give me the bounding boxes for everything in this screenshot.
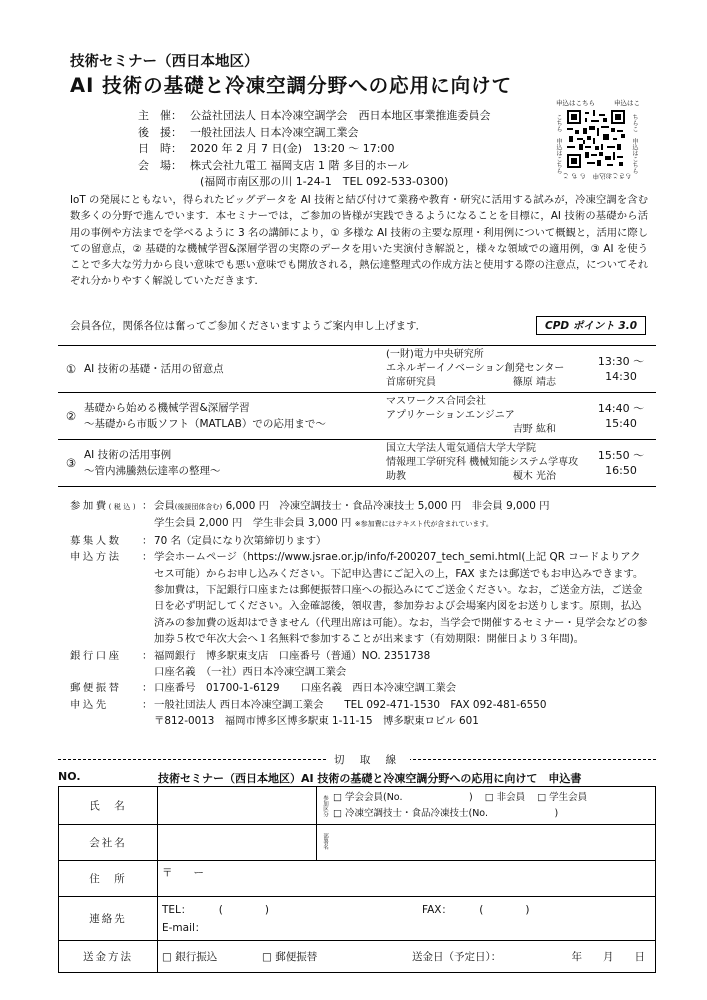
send-date-field[interactable]: 年 月 日	[571, 951, 645, 963]
pay-bank-option[interactable]: □ 銀行振込	[162, 951, 218, 963]
qr-caption-left: こちら 申込はこちら	[555, 114, 562, 174]
option-non-member[interactable]: □ 非会員	[484, 791, 526, 803]
contact-label: 申込先	[70, 698, 109, 711]
seminar-subtitle: 技術セミナー（西日本地区）	[70, 54, 259, 70]
fee-tax-note: (税込)	[108, 503, 139, 511]
lecturer-name: 吉野 紘和	[512, 424, 556, 435]
lecturer-org: マスワークス合同会社	[386, 396, 486, 407]
qr-caption-top-left: 申込はこちら	[556, 99, 595, 107]
contact-org: 一般社団法人 西日本冷凍空調工業会 TEL 092-471-1530 FAX 092-481-6550	[154, 698, 547, 711]
date-label: 日 時：	[138, 142, 182, 155]
form-number-label: NO.	[58, 770, 81, 783]
lecture-end-time: 15:40	[605, 417, 637, 430]
contact-info-label: 連絡先	[59, 897, 158, 941]
application-form	[58, 786, 656, 973]
lecture-end-time: 14:30	[605, 370, 637, 383]
send-date-label: 送金日（予定日）：	[412, 951, 502, 963]
cut-line	[58, 752, 656, 766]
qr-caption-top-right: 申込はこ	[614, 99, 640, 107]
lecturer-dept: エネルギーイノベーション創発センター	[386, 363, 565, 374]
postal-code-mark: 〒 ー	[162, 867, 204, 879]
contact-address: 〒812-0013 福岡市博多区博多駅東 1-11-15 博多駅東ロビル 601	[154, 715, 479, 728]
venue: 株式会社九電工 福岡支店 1 階 多目的ホール	[190, 158, 409, 172]
option-member[interactable]: □ 学会会員(No. )	[333, 791, 473, 803]
email-field[interactable]	[162, 919, 651, 937]
tel-area-code[interactable]: ( )	[218, 903, 269, 916]
payment-method-label: 送金方法	[59, 941, 158, 973]
fee-member-note: (後援団体含む)	[174, 503, 223, 511]
lecture-number: ②	[58, 393, 84, 440]
venue-label: 会 場：	[138, 158, 182, 172]
lecture-number: ①	[58, 346, 84, 393]
qr-code-area[interactable]	[548, 98, 644, 190]
apply-method: 学会ホームページ（https://www.jsrae.or.jp/info/f-200207_tech_semi.html(上記 QR コードよりアクセス可能）からお申し込みください。下記申込書にご記入の上，FAX または郵送でもお申込みできます。参加費は，下記銀行口座または郵便振替口座への振込みにてご送金ください。なお，ご送金方法，ご送金日を必ず明記してください。入金確認後，領収書，参加券および会場案内図をお送りします。原則，払込済みの参加費の返却はできません（代理出席は可能）。なお，当学会で開催するセミナー・見学会などの参加券５枚で年次大会へ１名無料で参加することが出来ます（有効期限：開催日より３年間)。	[154, 551, 648, 646]
postal-transfer: 口座番号 01700-1-6129 口座名義 西日本冷凍空調工業会	[154, 682, 457, 695]
name-label: 氏 名	[59, 787, 158, 825]
seminar-details: 参加費(税込) ： 会員(後援団体含む) 6,000 円 冷凍空調技士・食品冷凍技士 5,000 円 非会員 9,000 円 学生会員 2,000 円 学生非会員 3,000 円 ※参加費にはテキスト代が含まれています。 募集人数 ： 70 名（定員になり次第締切ります） 申込方法 ： 学会ホームページ（https://www.jsrae.or.jp/info/f-200207_tech_semi.html(上記 QR コードよりアクセス可能）からお申し込みください。下記申込書にご記入の上，FAX または郵送でもお申込みできます。参加費は，下記銀行口座または郵便振替口座への振込みにてご送金ください。なお，ご送金方法，ご送金日を必ず明記してください。入金確認後，領収書，参加券および会場案内図をお送りします。原則，払込済みの参加費の返却はできません（代理出席は可能）。なお，当学会で開催するセミナー・見学会などの参加券５枚で年次大会へ１名無料で参加することが出来ます（有効期限：開催日より３年間)。 銀行口座 ： 福岡銀行 博多駅東支店 口座番号（普通）NO. 2351738 口座名義 （一社）西日本冷凍空調工業会 郵便振替 ： 口座番号 01700-1-6129 口座名義 西日本冷凍空調工業会 申込先 ： 一般社団法人 西日本冷凍空調工業会 TEL 092-471-1530 FAX 092-481-6550 〒812-0013 福岡市博多区博多駅東 1-11-15 博多駅東ロビル 601	[70, 498, 650, 730]
name-field[interactable]	[158, 787, 317, 825]
application-form-header	[58, 770, 656, 786]
fee-text-note: ※参加費にはテキスト代が含まれています。	[354, 520, 493, 529]
fee-line1: 6,000 円 冷凍空調技士・食品冷凍技士 5,000 円 非会員 9,000 円	[225, 500, 550, 512]
lecture-row	[58, 440, 656, 487]
fax-area-code[interactable]: ( )	[479, 903, 530, 916]
lecture-start-time: 14:40 ～	[597, 402, 645, 415]
lecture-number: ③	[58, 440, 84, 487]
bank-label: 銀行口座	[70, 649, 122, 662]
bank-account-holder: 口座名義 （一社）西日本冷凍空調工業会	[154, 666, 347, 679]
lecturer-org: 国立大学法人電気通信大学大学院	[386, 443, 536, 454]
lecture-subtopic: ～管内沸騰熱伝達率の整理～	[84, 465, 221, 477]
event-info	[138, 108, 491, 191]
support: 一般社団法人 日本冷凍空調工業会	[190, 125, 359, 139]
qr-caption-right: ちらこ 申込はこちら	[631, 114, 638, 174]
cut-line-label: 切 取 線	[326, 752, 410, 767]
postal-transfer-label: 郵便振替	[70, 682, 122, 695]
apply-method-label: 申込方法	[70, 551, 122, 564]
support-label: 後 援：	[138, 125, 182, 139]
fee-member: 会員	[154, 500, 175, 512]
organizer-label: 主 催：	[138, 109, 182, 122]
lecturer-name: 篠原 靖志	[512, 377, 556, 388]
lecture-topic: 基礎から始める機械学習&深層学習	[84, 402, 250, 414]
fee-label: 参加費	[70, 500, 109, 512]
address-label: 住 所	[59, 861, 158, 897]
address-field[interactable]	[158, 861, 656, 897]
lecture-topic: AI 技術の活用事例	[84, 449, 172, 461]
department-label: 部署名	[322, 832, 328, 850]
qr-code-icon[interactable]	[567, 110, 625, 168]
capacity: 70 名（定員になり次第締切ります）	[154, 534, 327, 547]
fax-label: FAX：	[422, 903, 452, 916]
event-date: 2020 年 2 月 7 日(金) 13:20 ～ 17:00	[190, 142, 395, 155]
capacity-label: 募集人数	[70, 534, 122, 547]
pay-postal-option[interactable]: □ 郵便振替	[262, 951, 318, 963]
company-label: 会社名	[59, 825, 158, 861]
lecturer-dept: アプリケーションエンジニア	[386, 410, 515, 421]
option-student-member[interactable]: □ 学生会員	[537, 791, 588, 803]
form-title: 技術セミナー（西日本地区）AI 技術の基礎と冷凍空調分野への応用に向けて 申込書	[158, 772, 582, 785]
lecturer-org: (一財)電力中央研究所	[386, 349, 484, 360]
bank-account: 福岡銀行 博多駅東支店 口座番号（普通）NO. 2351738	[154, 649, 431, 662]
venue-address: (福岡市南区那の川 1-24-1 TEL 092-533-0300)	[200, 175, 449, 188]
lecture-program-table	[58, 345, 656, 487]
lecture-topic: AI 技術の基礎・活用の留意点	[84, 363, 224, 375]
lecture-row	[58, 346, 656, 393]
lecturer-role: 助教	[386, 471, 406, 482]
option-engineer[interactable]: □ 冷凍空調技士・食品冷凍技士(No. )	[333, 807, 559, 819]
lecturer-name: 榎木 光治	[512, 471, 556, 482]
lecturer-dept: 情報理工学研究科 機械知能システム学専攻	[386, 457, 579, 468]
cpd-points-badge: CPD ポイント 3.0	[536, 316, 646, 335]
lecturer-role: 首席研究員	[386, 377, 436, 388]
greeting-text: 会員各位，関係各位は奮ってご参加くださいますようご案内申し上げます．	[70, 320, 427, 332]
email-label: E-mail：	[162, 921, 206, 934]
lecture-end-time: 16:50	[605, 464, 637, 477]
category-label: 参加区分	[322, 794, 328, 817]
lecture-subtopic: ～基礎から市販ソフト（MATLAB）での応用まで～	[84, 418, 326, 430]
seminar-title: AI 技術の基礎と冷凍空調分野への応用に向けて	[70, 74, 513, 97]
company-field[interactable]	[158, 825, 317, 861]
fee-line2: 学生会員 2,000 円 学生非会員 3,000 円	[154, 517, 352, 530]
lecture-start-time: 15:50 ～	[597, 449, 645, 462]
lecture-row	[58, 393, 656, 440]
tel-label: TEL：	[162, 903, 192, 916]
qr-caption-bottom: らさこお込申 ら ち こ	[562, 172, 632, 180]
lecture-start-time: 13:30 ～	[597, 355, 645, 368]
organizer: 公益社団法人 日本冷凍空調学会 西日本地区事業推進委員会	[190, 109, 491, 122]
intro-paragraph: IoT の発展にともない，得られたビッグデータを AI 技術と結び付けて業務や教育・研究に活用する試みが，冷凍空調を含む数多くの分野で進んでいます．本セミナーでは，ご参加の皆様が実践できるようになることを目標に，AI 技術の基礎から活用の事例や方法までを学べるように 3 名の講師により，① 多様な AI 技術の主要な原理・利用例について概観と，活用に際しての留意点，② 基礎的な機械学習&深層学習の実際のデータを用いた実演付き解説と，様々な領域での適用例，③ AI を使うことで多大な労力から良い意味でも悪い意味でも開放される，熱伝達整理式の作成方法と使用する際の注意点，についてそれぞれ分かりやすく解説していただきます．	[70, 194, 648, 288]
